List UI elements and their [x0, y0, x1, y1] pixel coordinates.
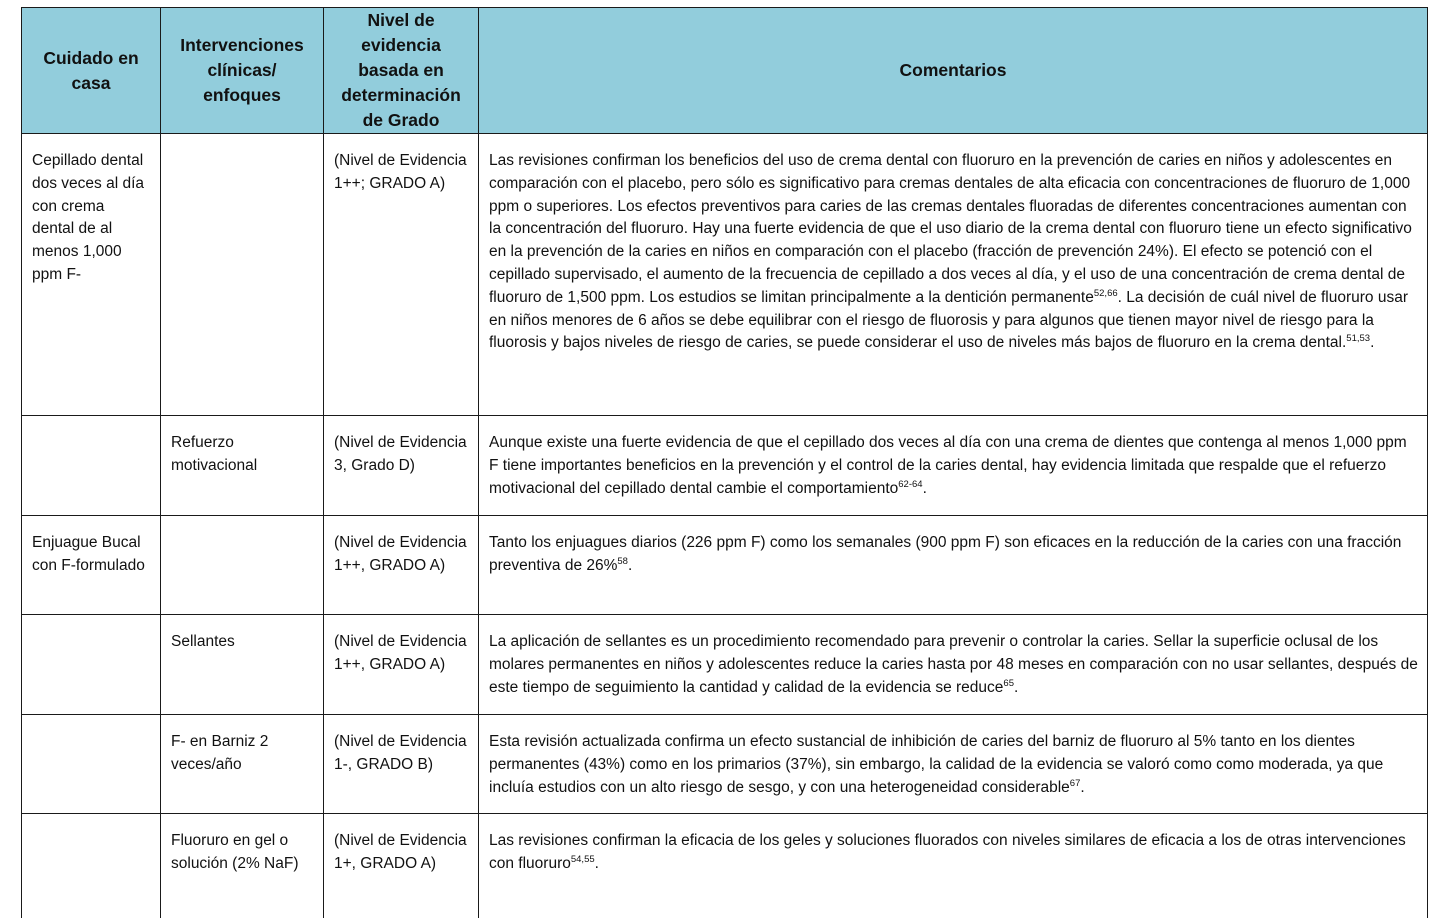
- evidence-cell: (Nivel de Evidencia 1++, GRADO A): [324, 615, 479, 715]
- header-evidence-level: Nivel de evidencia basada en determinación de Grado: [324, 8, 479, 134]
- comment-text: Tanto los enjuagues diarios (226 ppm F) como los semanales (900 ppm F) son eficaces en la reducción de la caries con una fracción preventiva de 26%: [489, 534, 1402, 574]
- header-interventions: Intervenciones clínicas/ enfoques: [161, 8, 324, 134]
- table-row: [22, 715, 1428, 814]
- comment-text: .: [594, 854, 599, 872]
- intervention-cell: F- en Barniz 2 veces/año: [161, 715, 324, 814]
- comment-cell: [479, 134, 1428, 416]
- evidence-cell: (Nivel de Evidencia 3, Grado D): [324, 416, 479, 516]
- home-care-cell: [22, 615, 161, 715]
- citation-superscript: 65: [1003, 677, 1014, 689]
- home-care-cell: Enjuague Bucal con F-formulado: [22, 516, 161, 615]
- citation-superscript: 62-64: [898, 478, 923, 490]
- comment-cell: [479, 615, 1428, 715]
- comment-text: Aunque existe una fuerte evidencia de que el cepillado dos veces al día con una crema de dientes que contenga al menos 1,000 ppm F tiene importantes beneficios en la prevención y el control de la caries dental, hay evidencia limitada que respalde que el refuerzo motivacional del cepillado dental cambie el comportamiento: [489, 434, 1407, 497]
- home-care-cell: [22, 416, 161, 516]
- citation-superscript: 51,53: [1346, 333, 1371, 345]
- table-row: [22, 416, 1428, 516]
- comment-cell: [479, 814, 1428, 918]
- evidence-table: [21, 7, 1428, 918]
- comment-cell: [479, 516, 1428, 615]
- comment-text: .: [1370, 334, 1375, 352]
- comment-text: . La decisión de cuál nivel de fluoruro usar en niños menores de 6 años se debe equilibrar con el riesgo de fluorosis y para algunos que tienen mayor nivel de riesgo para la fluorosis y bajos niveles de riesgo de caries, se puede considerar el uso de niveles más bajos de fluoruro en la crema dental.: [489, 288, 1409, 352]
- table-row: [22, 615, 1428, 715]
- evidence-cell: (Nivel de Evidencia 1-, GRADO B): [324, 715, 479, 814]
- header-home-care: Cuidado en casa: [22, 8, 161, 134]
- evidence-cell: (Nivel de Evidencia 1++; GRADO A): [324, 134, 479, 416]
- home-care-cell: [22, 715, 161, 814]
- intervention-cell: Sellantes: [161, 615, 324, 715]
- intervention-cell: [161, 134, 324, 416]
- comment-text: .: [1013, 678, 1019, 696]
- table-row: [22, 134, 1428, 416]
- comment-text: La aplicación de sellantes es un procedimiento recomendado para prevenir o controlar la caries. Sellar la superficie oclusal de los molares permanentes en niños y adolescentes reduce la caries hasta por 48 meses en comparación con no usar sellantes, después de este tiempo de seguimiento la cantidad y calidad de la evidencia se reduce: [489, 633, 1418, 696]
- intervention-cell: Fluoruro en gel o solución (2% NaF): [161, 814, 324, 918]
- citation-superscript: 58: [617, 555, 628, 567]
- comment-text: .: [1080, 778, 1085, 796]
- citation-superscript: 67: [1069, 777, 1081, 789]
- citation-superscript: 52,66: [1093, 287, 1118, 299]
- table-row: [22, 516, 1428, 615]
- header-row: [22, 8, 1428, 134]
- comment-text: .: [922, 479, 927, 497]
- comment-text: .: [627, 556, 633, 574]
- citation-superscript: 54,55: [570, 853, 595, 865]
- table-row: [22, 814, 1428, 918]
- evidence-cell: (Nivel de Evidencia 1+, GRADO A): [324, 814, 479, 918]
- home-care-cell: Cepillado dental dos veces al día con crema dental de al menos 1,000 ppm F-: [22, 134, 161, 416]
- comment-text: Las revisiones confirman los beneficios del uso de crema dental con fluoruro en la prevención de caries en niños y adolescentes en comparación con el placebo, pero sólo es significativo para cremas dentales de alta eficacia con concentraciones de fluoruro de 1,000 ppm o superiores. Los efectos preventivos para caries de las cremas dentales fluoradas de diferentes concentraciones aumentan con la concentración del fluoruro. Hay una fuerte evidencia de que el uso diario de la crema dental con fluoruro tiene un efecto significativo en la prevención de la caries en niños en comparación con el placebo (fracción de prevención 24%). El efecto se potenció con el cepillado supervisado, el aumento de la frecuencia de cepillado a dos veces al día, y el uso de una concentración de crema dental de fluoruro de 1,500 ppm. Los estudios se limitan principalmente a la dentición permanente: [489, 152, 1412, 306]
- intervention-cell: Refuerzo motivacional: [161, 416, 324, 516]
- home-care-cell: [22, 814, 161, 918]
- header-comments: Comentarios: [479, 8, 1428, 134]
- evidence-cell: (Nivel de Evidencia 1++, GRADO A): [324, 516, 479, 615]
- comment-text: Esta revisión actualizada confirma un efecto sustancial de inhibición de caries del barniz de fluoruro al 5% tanto en los dientes permanentes (43%) como en los primarios (37%), sin embargo, la calidad de la evidencia se valoró como como moderada, ya que incluía estudios con un alto riesgo de sesgo, y con una heterogeneidad considerable: [489, 733, 1384, 796]
- intervention-cell: [161, 516, 324, 615]
- comment-cell: [479, 416, 1428, 516]
- comment-cell: [479, 715, 1428, 814]
- comment-text: Las revisiones confirman la eficacia de los geles y soluciones fluorados con niveles similares de eficacia a los de otras intervenciones con fluoruro: [489, 832, 1406, 872]
